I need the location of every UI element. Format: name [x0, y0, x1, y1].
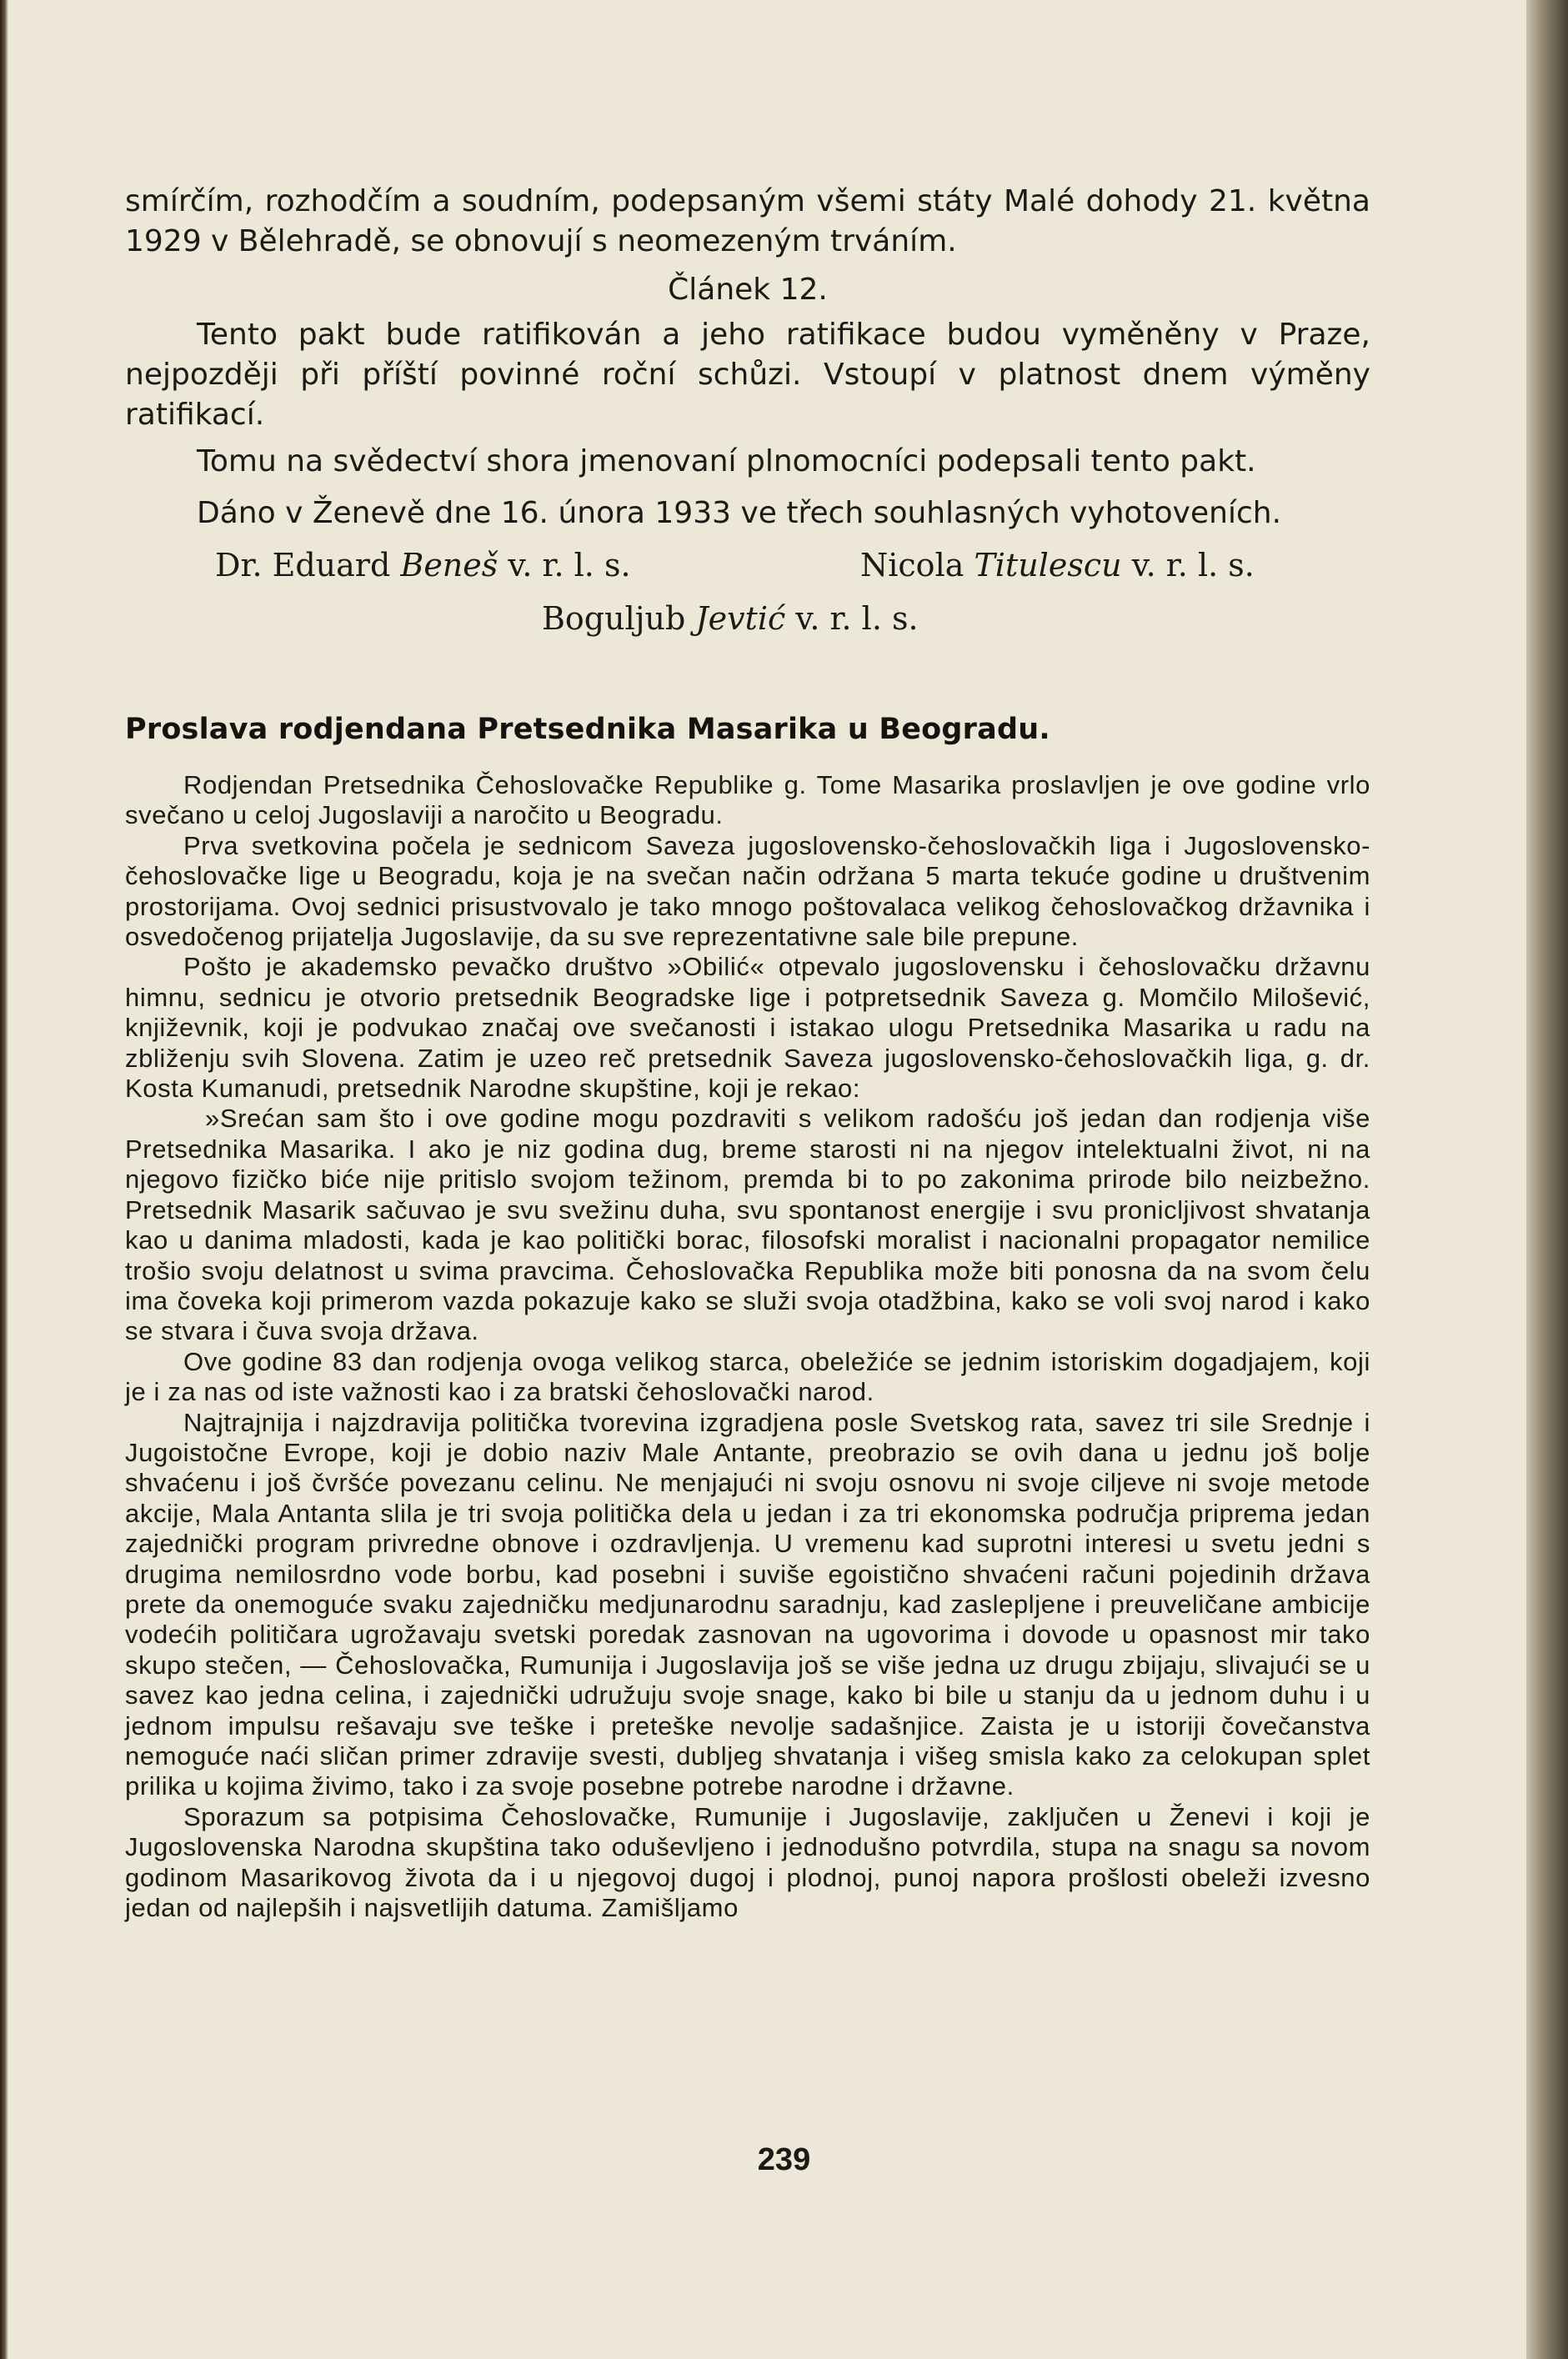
page-edge: [1526, 0, 1568, 2359]
body-paragraph: Rodjendan Pretsednika Čehoslovačke Republike g. Tome Masarika proslavljen je ove godine vrlo svečano u celoj Jugoslaviji a naročito u Beogradu.: [125, 770, 1370, 830]
body-paragraph: Sporazum sa potpisima Čehoslovačke, Rumunije i Jugoslavije, zaključen u Ženevi i koji je Jugoslovenska Narodna skupština tako oduševljeno i jednodušno potvrdila, stupa na snagu sa novom godinom Masarikovog života da i u njegovoj dugoj i plodnoj, punoj napora prošlosti obeleži izvesno jedan od najlepših i najsvetlijih datuma. Zamišljamo: [125, 1801, 1370, 1923]
signature-benes: Dr. Eduard Beneš v. r. l. s.: [215, 547, 631, 583]
pact-paragraph-end: smírčím, rozhodčím a soudním, podepsaným všemi státy Malé dohody 21. května 1929 v Bělehradě, se obnovují s neomezeným trváním.: [125, 184, 1370, 258]
article-heading: Článek 12.: [668, 273, 828, 307]
body-paragraph: Najtrajnija i najzdravija politička tvorevina izgradjena posle Svetskog rata, savez tri sile Srednje i Jugoistočne Evrope, koji je dobio naziv Male Antante, preobrazio se ovih dana u jednu još bolje shvaćenu i još čvršće povezanu celinu. Ne menjajući ni svoju osnovu ni svoje ciljeve ni svoje metode akcije, Mala Antanta slila je tri svoja politička dela u jedan i za tri ekonomska područja priprema jedan zajednički program privredne obnove i ozdravljenja. U vremenu kad suprotni interesi u svetu jedni s drugima nemilosrdno vode borbu, kad posebni i suviše egoistično shvaćeni računi pojedinih država prete da onemoguće svaku zajedničku medjunarodnu saradnju, kad zaslepljene i preuveličane ambicije vodećih političara ugrožavaju svetski poredak zasnovan na ugovorima i dovode u opasnost mir tako skupo stečen, — Čehoslovačka, Rumunija i Jugoslavija još se više jedna uz drugu zbijaju, slivajući se u savez kao jedna celina, i zajednički udružuju svoje snage, kako bi bile u stanju da u jednom duhu i u jednom impulsu rešavaju sve teške i preteške nevolje sadašnjice. Zaista je u istoriji čovečanstva nemoguće naći sličan primer zdravije svesti, dubljeg shvatanja i višeg smisla kako za celokupan splet prilika u kojima živimo, tako i za svoje posebne potrebe narodne i državne.: [125, 1407, 1370, 1801]
date-text: Dáno v Ženevě dne 16. února 1933 ve třech souhlasných vyhotoveních.: [197, 496, 1282, 530]
section-title: Proslava rodjendana Pretsednika Masarika u Beogradu.: [125, 713, 1050, 746]
article-body: [125, 770, 1370, 1923]
body-paragraph: Ove godine 83 dan rodjenja ovoga velikog starca, obeležiće se jednim istoriskim dogadjajem, koji je i za nas od iste važnosti kao i za bratski čehoslovački narod.: [125, 1346, 1370, 1407]
page-number: 239: [757, 2142, 811, 2177]
signature-row-2: [125, 600, 1370, 649]
pact-text-block: [125, 182, 1370, 649]
signature-jevtic: Boguljub Jevtić v. r. l. s.: [542, 600, 919, 637]
article-text: Tento pakt bude ratifikován a jeho ratifikace budou vyměněny v Praze, nejpozději při příští povinné roční schůzi. Vstoupí v platnost dnem výměny ratifikací.: [125, 318, 1370, 432]
signature-titulescu: Nicola Titulescu v. r. l. s.: [860, 547, 1255, 583]
body-paragraph: Pošto je akademsko pevačko društvo »Obilić« otpevalo jugoslovensku i čehoslovačku državnu himnu, sednicu je otvorio pretsednik Beogradske lige i potpretsednik Saveza g. Momčilo Milošević, književnik, koji je podvukao značaj ove svečanosti i istakao ulogu Pretsednika Masarika u radu na zbliženju svih Slovena. Zatim je uzeo reč pretsednik Saveza jugoslovensko-čehoslovačkih liga, g. dr. Kosta Kumanudi, pretsednik Narodne skupštine, koji je rekao:: [125, 952, 1370, 1104]
witness-text: Tomu na svědectví shora jmenovaní plnomocníci podepsali tento pakt.: [197, 444, 1256, 478]
body-paragraph: Prva svetkovina počela je sednicom Saveza jugoslovensko-čehoslovačkih liga i Jugoslovensko-čehoslovačke lige u Beogradu, koja je na svečan način održana 5 marta tekuće godine u društvenim prostorijama. Ovoj sednici prisustvovalo je tako mnogo poštovalaca velikog čehoslovačkog državnika i osvedočenog prijatelja Jugoslavije, da su sve reprezentativne sale bile prepune.: [125, 830, 1370, 952]
signature-row: [125, 547, 1370, 595]
quote-paragraph: »Srećan sam što i ove godine mogu pozdraviti s velikom radošću još jedan dan rodjenja više Pretsednika Masarika. I ako je niz godina dug, breme starosti ni na njegov intelektualni život, ni na njegovo fizičko biće nije pritislo svojom težinom, premda bi to po zakonima prirode bilo neizbežno. Pretsednik Masarik sačuvao je svu svežinu duha, svu spontanost energije i svu pronicljivost shvatanja kao u danima mladosti, kada je kao politički borac, filosofski moralist i nacionalni propagator nemilice trošio svoju delatnost u svima pravcima. Čehoslovačka Republika može biti ponosna da na svom čelu ima čoveka koji primerom vazda pokazuje kako se služi svoja otadžbina, kako se voli svoj narod i kako se stvara i čuva svoja država.: [125, 1104, 1370, 1346]
